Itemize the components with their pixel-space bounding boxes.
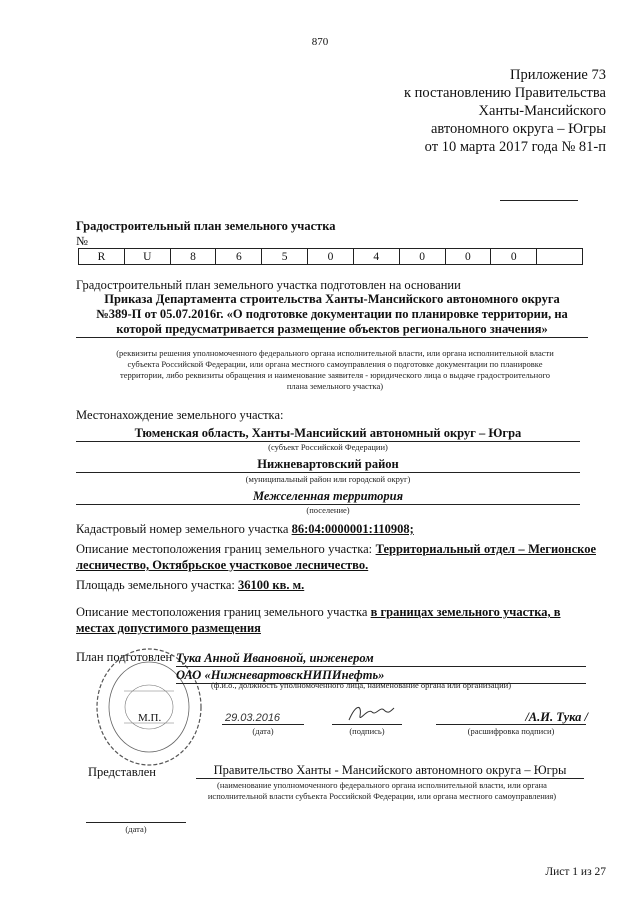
order-line: Приказа Департамента строительства Ханты-Мансийского автономного округа	[104, 292, 560, 306]
settlement-field: Межселенная территория	[76, 489, 580, 505]
area-row	[76, 578, 304, 593]
order-line: которой предусматривается размещение объектов регионального значения»	[116, 322, 548, 336]
signer-line	[436, 724, 586, 725]
plan-code-table	[78, 248, 583, 265]
appendix-line: Приложение 73	[510, 67, 606, 83]
presented-label: Представлен	[88, 765, 156, 779]
signature-hint: (подпись)	[349, 726, 385, 736]
presented-hint	[170, 780, 594, 802]
region-field: Тюменская область, Ханты-Мансийский автономный округ – Югра	[76, 426, 580, 442]
hint-line: территории, либо реквизиты обращения и наименование заявителя - юридического лица о выдаче градостроительного	[120, 370, 550, 380]
borders-row	[76, 541, 596, 573]
decode-hint: (расшифровка подписи)	[467, 726, 555, 736]
code-cell: 0	[491, 249, 537, 265]
borders2-value: в границах земельного участка, в местах допустимого размещения	[76, 605, 561, 635]
sheet-number: Лист 1 из 27	[545, 866, 606, 878]
blank-line	[500, 200, 578, 201]
cadastral-label: Кадастровый номер земельного участка	[76, 522, 289, 536]
region-hint: (субъект Российской Федерации)	[268, 442, 388, 452]
prepared-label: План подготовлен	[76, 650, 173, 664]
code-cell: 5	[262, 249, 308, 265]
appendix-line: автономного округа – Югры	[430, 121, 606, 137]
appendix-block	[404, 66, 606, 156]
basis-text: Градостроительный план земельного участка подготовлен на основании	[76, 278, 461, 292]
signer-name: /А.И. Тука /	[525, 710, 588, 724]
hint-line: исполнительной власти субъекта Российской Федерации, или органа местного самоуправления)	[207, 791, 557, 801]
signature-line	[332, 724, 402, 725]
hint-line: (реквизиты решения уполномоченного федерального органа исполнительной власти, или органа исполнительной власти	[116, 348, 554, 358]
code-cell: 6	[216, 249, 262, 265]
code-cell: 4	[353, 249, 399, 265]
order-hint	[80, 348, 590, 392]
borders-value: Территориальный отдел – Мегионское лесничество, Октябрьское участковое лесничество.	[76, 542, 596, 572]
district-hint: (муниципальный район или городской округ)	[245, 474, 411, 484]
hint-line: (наименование уполномоченного федерального органа исполнительной власти, или органа	[217, 780, 547, 790]
code-cell: 0	[445, 249, 491, 265]
plan-title: Градостроительный план земельного участка	[76, 219, 336, 233]
date2-hint: (дата)	[125, 824, 147, 834]
prepared-hint: (ф.и.о., должность уполномоченного лица, наименование органа или организации)	[210, 680, 512, 690]
code-cell: 8	[170, 249, 216, 265]
prepared-line: Тука Анной Ивановной, инженером	[176, 650, 586, 667]
signature	[346, 700, 396, 724]
code-cell: R	[79, 249, 125, 265]
appendix-line: Ханты-Мансийского	[478, 103, 606, 119]
location-label: Местонахождение земельного участка:	[76, 408, 284, 422]
prepared-by	[176, 650, 586, 684]
code-cell: U	[124, 249, 170, 265]
appendix-line: к постановлению Правительства	[404, 85, 606, 101]
presented-value: Правительство Ханты - Мансийского автономного округа – Югры	[196, 763, 584, 779]
cadastral-row	[76, 522, 414, 537]
cadastral-value: 86:04:0000001:110908;	[291, 522, 414, 536]
district-field: Нижневартовский район	[76, 457, 580, 473]
prepared-line: ОАО «НижневартовскНИПИнефть»	[176, 667, 586, 684]
code-cell	[537, 249, 583, 265]
page-number: 870	[311, 36, 329, 48]
order-text	[76, 292, 588, 338]
settlement-hint: (поселение)	[306, 505, 350, 515]
code-cell: 0	[399, 249, 445, 265]
appendix-line: от 10 марта 2017 года № 81-п	[424, 139, 606, 155]
stamp-mark: М.П.	[138, 712, 162, 724]
date-hint: (дата)	[252, 726, 274, 736]
borders2-label: Описание местоположения границ земельного участка	[76, 605, 368, 619]
order-line: №389-П от 05.07.2016г. «О подготовке документации по планировке территории, на	[96, 307, 568, 321]
number-sign: №	[76, 234, 88, 248]
area-value: 36100 кв. м.	[238, 578, 305, 592]
borders2-row	[76, 604, 596, 636]
code-cell: 0	[308, 249, 354, 265]
date-line	[222, 724, 304, 725]
date2-line	[86, 822, 186, 823]
date-value: 29.03.2016	[225, 712, 281, 724]
hint-line: плана земельного участка)	[286, 381, 384, 391]
borders-label: Описание местоположения границ земельного участка:	[76, 542, 373, 556]
area-label: Площадь земельного участка:	[76, 578, 235, 592]
hint-line: субъекта Российской Федерации, или органа местного самоуправления о подготовке документации по планировке	[127, 359, 543, 369]
